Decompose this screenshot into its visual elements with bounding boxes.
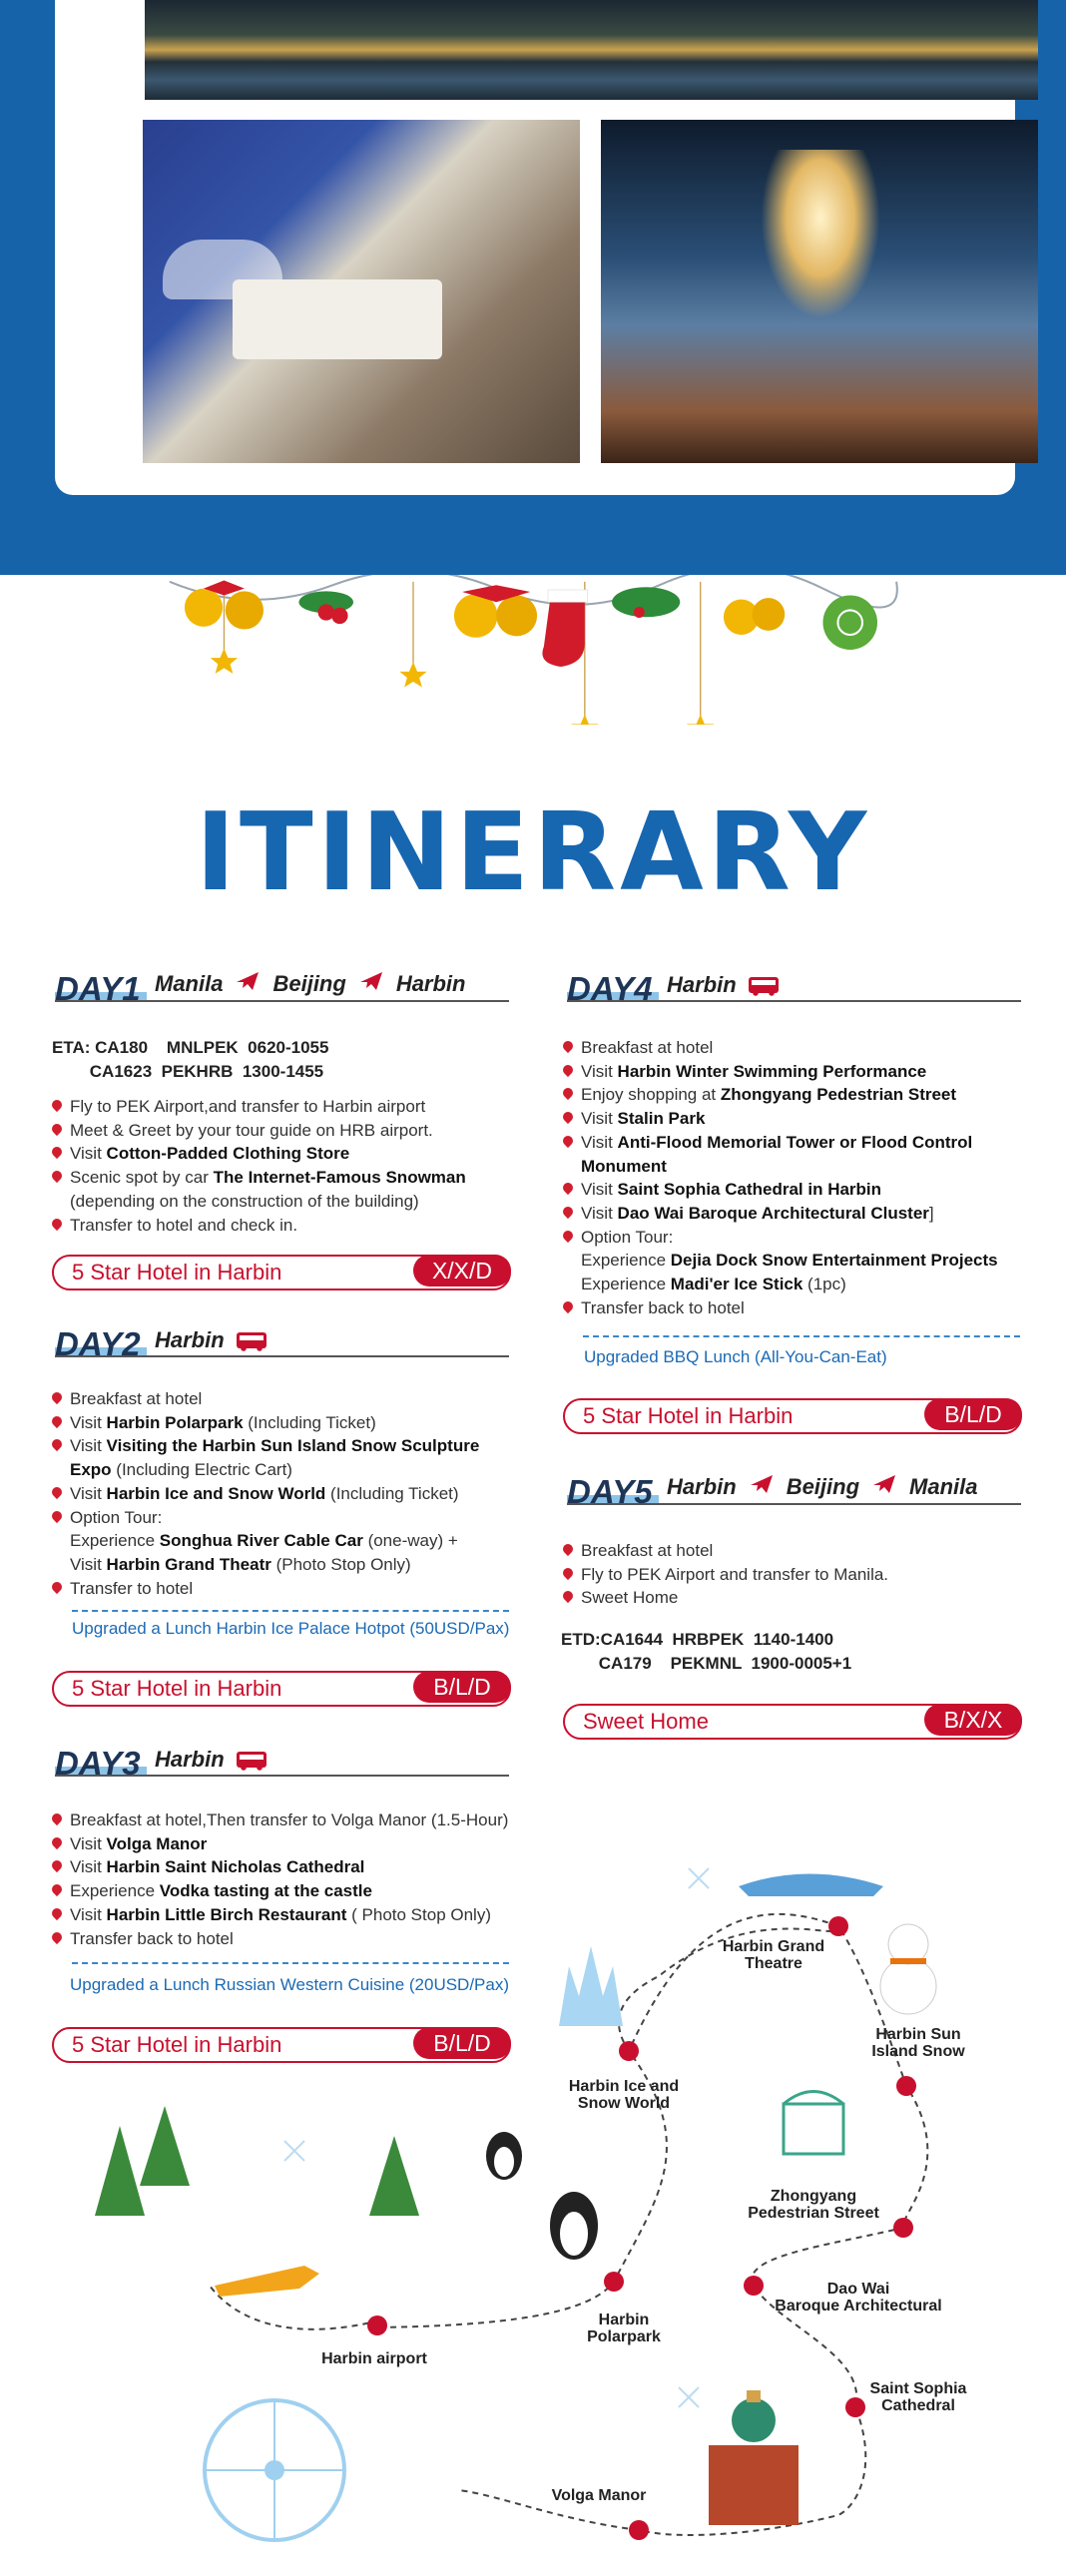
holly-icon	[298, 591, 353, 624]
activity-item	[52, 1577, 521, 1601]
ornament-icon	[822, 595, 877, 650]
day2-number: DAY2	[55, 1325, 141, 1362]
activity-text: Visit	[70, 1436, 107, 1456]
day2-hotel-name: 5 Star Hotel in Harbin	[72, 1676, 282, 1701]
plane-icon	[871, 1473, 897, 1501]
pine-tree-icon	[95, 2106, 419, 2216]
activity-text: Sweet Home	[581, 1588, 679, 1608]
activity-text: Visit	[581, 1109, 618, 1129]
day5-hotel-name: Sweet Home	[583, 1709, 709, 1734]
day4-route-city-1: Harbin	[667, 972, 737, 997]
location-pin-icon	[50, 1216, 64, 1230]
pedestrian-street-gate-icon	[784, 2092, 843, 2155]
activity-item	[563, 1060, 1032, 1084]
activity-text: Meet & Greet by your tour guide on HRB airport.	[70, 1120, 433, 1140]
activity-text: Visit	[581, 1061, 618, 1081]
day3-meals: B/L/D	[413, 2027, 511, 2059]
day3-route	[155, 1747, 266, 1773]
activity-highlight: Zhongyang Pedestrian Street	[720, 1085, 957, 1105]
day3-route-city-1: Harbin	[155, 1747, 225, 1772]
bus-icon	[237, 1752, 266, 1768]
activity-item	[52, 1458, 521, 1482]
activity-text: Experience	[581, 1275, 671, 1294]
activity-text: Breakfast at hotel	[70, 1389, 203, 1408]
day1-header	[55, 964, 509, 1007]
location-pin-icon	[561, 1134, 575, 1148]
activity-item	[52, 1832, 531, 1856]
activity-text: Visit	[70, 1144, 107, 1164]
activity-text: Transfer back to hotel	[581, 1297, 745, 1317]
activity-note: (Photo Stop Only)	[270, 1554, 411, 1574]
location-pin-icon	[561, 1589, 575, 1603]
day1-hotel-name: 5 Star Hotel in Harbin	[72, 1260, 282, 1285]
activity-item	[563, 1249, 1032, 1273]
activity-note: (Including Electric Cart)	[111, 1460, 292, 1480]
activity-highlight: Harbin Grand Theatr	[106, 1554, 271, 1574]
activity-item	[563, 1036, 1032, 1060]
day4-hotel-badge	[563, 1398, 1022, 1434]
map-label-harbin-airport: Harbin airport	[321, 2350, 427, 2367]
location-pin-icon	[561, 1039, 575, 1053]
activity-note: ]	[928, 1203, 934, 1223]
activity-highlight: Anti-Flood Memorial Tower or Flood Control	[617, 1132, 973, 1152]
location-pin-icon	[50, 1145, 64, 1159]
itinerary-title: ITINERARY	[195, 790, 871, 915]
activity-highlight: Saint Sophia Cathedral in Harbin	[617, 1180, 882, 1200]
plane-icon	[235, 970, 261, 998]
day2-hotel-badge	[52, 1671, 511, 1707]
activity-item	[52, 1411, 521, 1435]
activity-item	[563, 1107, 1032, 1131]
activity-text: Breakfast at hotel	[581, 1541, 714, 1560]
day2-route-city-1: Harbin	[155, 1327, 225, 1352]
day4-divider	[583, 1335, 1020, 1337]
activity-item	[563, 1273, 1032, 1296]
activity-item	[563, 1083, 1032, 1107]
activity-highlight: Harbin Polarpark	[106, 1412, 244, 1432]
activity-note: (one-way) +	[362, 1531, 458, 1551]
activity-highlight: Volga Manor	[106, 1833, 208, 1853]
location-pin-icon	[561, 1229, 575, 1243]
day1-activity-list	[52, 1095, 521, 1237]
day5-route-city-3: Manila	[909, 1474, 978, 1499]
activity-text: Fly to PEK Airport and transfer to Manila.	[581, 1564, 889, 1584]
route-map	[0, 1856, 1066, 2576]
activity-item	[52, 1387, 521, 1411]
activity-text: Visit	[581, 1180, 618, 1200]
activity-text: (depending on the construction of the building)	[70, 1191, 419, 1211]
activity-item	[563, 1586, 1032, 1610]
activity-text: Visit	[70, 1554, 107, 1574]
location-pin-icon	[50, 1485, 64, 1499]
day5-flight-info: ETD:CA1644 HRBPEK 1140-1400 CA179 PEKMNL 1900-0005+1	[561, 1630, 852, 1673]
activity-text: Transfer to hotel and check in.	[70, 1215, 298, 1235]
day4-header	[567, 964, 1021, 1007]
activity-item	[52, 1119, 521, 1143]
activity-highlight: Harbin Winter Swimming Performance	[617, 1061, 927, 1081]
bell-icon	[454, 585, 537, 638]
activity-item	[52, 1166, 521, 1190]
location-pin-icon	[561, 1063, 575, 1077]
ferris-wheel-icon	[205, 2400, 344, 2540]
activity-highlight: Dejia Dock Snow Entertainment Projects	[670, 1251, 998, 1271]
activity-item	[563, 1155, 1032, 1179]
activity-text: Transfer to hotel	[70, 1578, 194, 1598]
location-pin-icon	[50, 1508, 64, 1522]
activity-text: Visit	[70, 1833, 107, 1853]
activity-text: Breakfast at hotel,Then transfer to Volga Manor (1.5-Hour)	[70, 1810, 509, 1829]
location-pin-icon	[561, 1205, 575, 1219]
map-label-polarpark: Harbin Polarpark	[587, 2312, 661, 2345]
ice-castle-icon	[559, 1946, 623, 2026]
day3-number: DAY3	[55, 1745, 141, 1782]
bus-icon	[237, 1332, 266, 1348]
day1-hotel-badge	[52, 1255, 511, 1290]
penguin-icon	[486, 2132, 598, 2260]
location-pin-icon	[561, 1299, 575, 1313]
stocking-icon	[542, 590, 587, 667]
activity-item	[52, 1482, 521, 1506]
activity-item	[563, 1539, 1032, 1563]
day2-header	[55, 1319, 509, 1362]
day5-hotel-badge	[563, 1704, 1022, 1740]
activity-note: ( Photo Stop Only)	[346, 1904, 491, 1924]
activity-text: Breakfast at hotel	[581, 1038, 714, 1057]
activity-text: Experience	[70, 1531, 160, 1551]
activity-item	[563, 1563, 1032, 1587]
activity-item	[52, 1214, 521, 1238]
map-stop-marker	[367, 1916, 916, 2540]
plane-icon	[749, 1473, 775, 1501]
activity-highlight: Harbin Ice and Snow World	[106, 1483, 326, 1503]
activity-highlight: The Internet-Famous Snowman	[213, 1168, 466, 1188]
activity-highlight: Songhua River Cable Car	[159, 1531, 363, 1551]
day2-meals: B/L/D	[413, 1671, 511, 1703]
day1-route-city-2: Beijing	[272, 971, 346, 996]
map-label-grand-theatre: Harbin Grand Theatre	[722, 1938, 825, 1972]
day1-route	[155, 970, 466, 998]
day2-route	[155, 1327, 266, 1353]
location-pin-icon	[50, 1437, 64, 1451]
location-pin-icon	[561, 1566, 575, 1580]
location-pin-icon	[50, 1122, 64, 1136]
day5-activity-list	[563, 1539, 1032, 1610]
location-pin-icon	[50, 1169, 64, 1183]
activity-item	[52, 1095, 521, 1119]
activity-item	[563, 1178, 1032, 1202]
activity-text: Option Tour:	[70, 1507, 163, 1527]
activity-note: (Including Ticket)	[325, 1483, 459, 1503]
day5-route-city-2: Beijing	[786, 1474, 860, 1499]
activity-note: (1pc)	[802, 1275, 846, 1294]
activity-item	[52, 1808, 531, 1832]
location-pin-icon	[50, 1811, 64, 1825]
snowman-icon	[880, 1924, 936, 2014]
day4-meals: B/L/D	[924, 1398, 1022, 1430]
activity-item	[563, 1202, 1032, 1226]
day2-activity-list	[52, 1387, 521, 1600]
map-label-sun-island: Harbin Sun Island Snow	[871, 2026, 965, 2060]
location-pin-icon	[50, 1098, 64, 1112]
airplane-icon	[215, 2266, 319, 2297]
holly-icon	[612, 587, 680, 618]
activity-item	[563, 1296, 1032, 1320]
location-pin-icon	[50, 1390, 64, 1404]
day1-meals: X/X/D	[413, 1255, 511, 1287]
day2-divider	[72, 1610, 509, 1612]
location-pin-icon	[561, 1181, 575, 1195]
activity-item	[52, 1190, 521, 1214]
activity-text: Experience	[70, 1881, 160, 1901]
activity-text: Transfer back to hotel	[70, 1928, 234, 1948]
day5-meals: B/X/X	[924, 1704, 1022, 1736]
location-pin-icon	[50, 1835, 64, 1849]
map-label-zhongyang-street: Zhongyang Pedestrian Street	[748, 2188, 879, 2222]
activity-highlight: Monument	[581, 1156, 667, 1176]
activity-item	[563, 1131, 1032, 1155]
plane-icon	[358, 970, 384, 998]
hotel-photo-card	[55, 0, 1015, 495]
activity-text: Enjoy shopping at	[581, 1085, 721, 1105]
day4-hotel-name: 5 Star Hotel in Harbin	[583, 1403, 794, 1428]
bus-icon	[749, 977, 779, 993]
activity-text: Visit	[581, 1203, 618, 1223]
activity-highlight: Vodka tasting at the castle	[159, 1881, 372, 1901]
activity-text: Visit	[581, 1132, 618, 1152]
bell-icon	[724, 598, 785, 635]
activity-item	[52, 1553, 521, 1577]
map-label-ice-snow-world: Harbin Ice and Snow World	[568, 2078, 680, 2112]
activity-highlight: Visiting the Harbin Sun Island Snow Sculpture	[106, 1436, 480, 1456]
location-pin-icon	[50, 1414, 64, 1428]
location-pin-icon	[50, 1580, 64, 1594]
day5-route	[667, 1473, 978, 1501]
cathedral-icon	[709, 2390, 799, 2525]
location-pin-icon	[561, 1542, 575, 1556]
hotel-night-lake-photo	[145, 0, 1038, 100]
activity-item	[563, 1226, 1032, 1250]
activity-item	[52, 1529, 521, 1553]
activity-text: Fly to PEK Airport,and transfer to Harbin airport	[70, 1097, 426, 1116]
activity-highlight: Cotton-Padded Clothing Store	[106, 1144, 350, 1164]
activity-text: Visit	[70, 1412, 107, 1432]
activity-highlight: Expo	[70, 1460, 112, 1480]
day3-upgrade-note: Upgraded a Lunch Russian Western Cuisine (20USD/Pax)	[70, 1975, 510, 1994]
day1-flight-info: ETA: CA180 MNLPEK 0620-1055 CA1623 PEKHRB 1300-1455	[52, 1038, 329, 1081]
activity-text: Experience	[581, 1251, 671, 1271]
activity-item	[52, 1142, 521, 1166]
activity-text: Visit	[70, 1857, 107, 1877]
day5-number: DAY5	[567, 1473, 653, 1510]
day1-number: DAY1	[55, 970, 141, 1007]
map-label-dao-wai: Dao Wai Baroque Architectural	[775, 2281, 942, 2315]
day1-route-city-1: Manila	[155, 971, 224, 996]
day4-number: DAY4	[567, 970, 653, 1007]
hotel-room-photo	[143, 120, 580, 463]
activity-item	[52, 1506, 521, 1530]
hotel-lobby-photo	[601, 120, 1038, 463]
day1-route-city-3: Harbin	[395, 971, 466, 996]
location-pin-icon	[561, 1110, 575, 1124]
activity-note: (Including Ticket)	[243, 1412, 376, 1432]
activity-text: Scenic spot by car	[70, 1168, 214, 1188]
day2-upgrade-note: Upgraded a Lunch Harbin Ice Palace Hotpot (50USD/Pax)	[72, 1619, 510, 1638]
day4-activity-list	[563, 1036, 1032, 1319]
day4-route	[667, 972, 779, 998]
activity-highlight: Madi'er Ice Stick	[670, 1275, 803, 1294]
activity-text: Option Tour:	[581, 1227, 674, 1247]
location-pin-icon	[561, 1086, 575, 1100]
activity-text: Visit	[70, 1483, 107, 1503]
day3-header	[55, 1739, 509, 1782]
activity-item	[52, 1434, 521, 1458]
christmas-garland-decoration	[0, 575, 1066, 725]
day5-route-city-1: Harbin	[667, 1474, 737, 1499]
activity-highlight: Stalin Park	[617, 1109, 706, 1129]
activity-text: Visit	[70, 1904, 107, 1924]
activity-highlight: Harbin Saint Nicholas Cathedral	[106, 1857, 365, 1877]
activity-highlight: Dao Wai Baroque Architectural Cluster	[617, 1203, 929, 1223]
star-icon	[211, 649, 715, 725]
day3-hotel-name: 5 Star Hotel in Harbin	[72, 2032, 282, 2057]
activity-highlight: Harbin Little Birch Restaurant	[106, 1904, 347, 1924]
map-label-volga-manor: Volga Manor	[551, 2487, 647, 2504]
day4-upgrade-note: Upgraded BBQ Lunch (All-You-Can-Eat)	[584, 1347, 887, 1366]
grand-theatre-icon	[739, 1874, 883, 1897]
day5-header	[567, 1467, 1021, 1510]
map-label-saint-sophia: Saint Sophia Cathedral	[869, 2380, 967, 2414]
